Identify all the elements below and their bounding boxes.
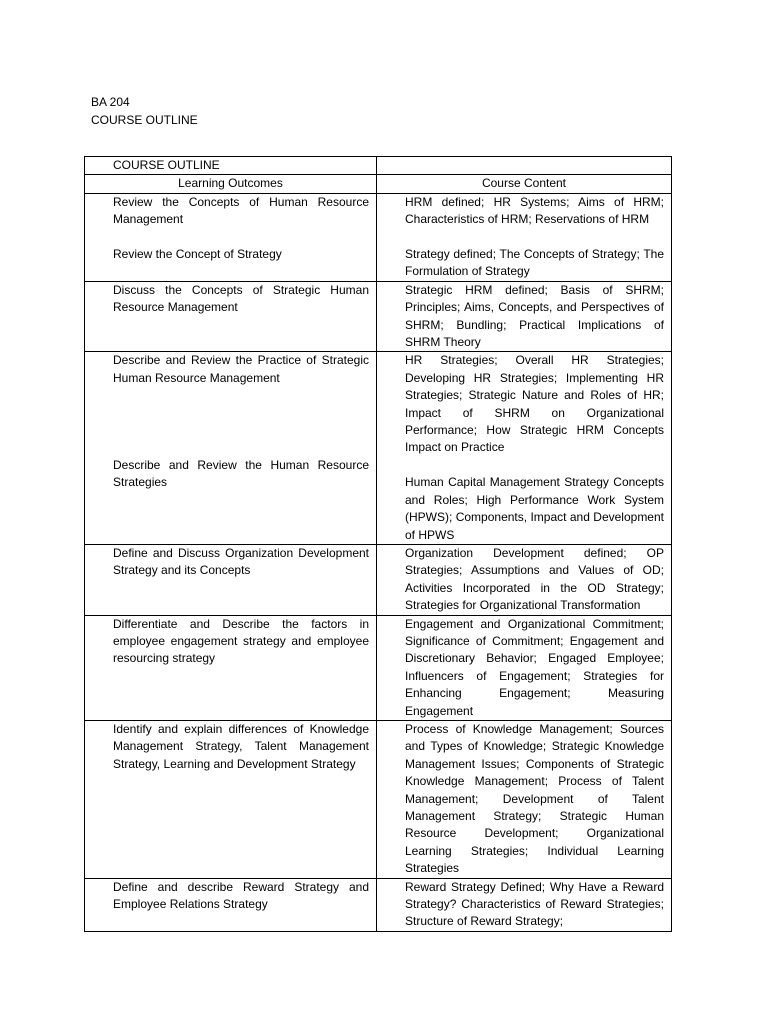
course-content-cell [377, 878, 672, 931]
table-row [85, 281, 672, 352]
course-content-cell [377, 615, 672, 720]
course-content: Strategic HRM defined; Basis of SHRM; Principles; Aims, Concepts, and Perspectives of SHRM; Bundling; Practical Implications of SHRM Theory [405, 282, 664, 350]
learning-outcome-cell [85, 193, 377, 281]
learning-outcome: Describe and Review the Human Resource Strategies [113, 457, 369, 490]
course-content-cell [377, 193, 672, 281]
course-content: Strategy defined; The Concepts of Strategy; The Formulation of Strategy [405, 247, 664, 279]
course-content-cell [377, 720, 672, 878]
table-row [85, 878, 672, 931]
learning-outcome-cell [85, 352, 377, 544]
course-content: Organization Development defined; OP Strategies; Assumptions and Values of OD; Activities Incorporated in the OD Strategy; Strategies for Organizational Transformation [405, 545, 664, 613]
table-row [85, 720, 672, 878]
course-content-cell [377, 352, 672, 544]
learning-outcome: Identify and explain differences of Knowledge Management Strategy, Talent Management Strategy, Learning and Development Strategy [113, 721, 369, 771]
table-caption-row [85, 157, 672, 175]
learning-outcome: Review the Concept of Strategy [113, 247, 282, 262]
learning-outcome-cell [85, 544, 377, 615]
course-content: Reward Strategy Defined; Why Have a Reward Strategy? Characteristics of Reward Strategies; Structure of Reward Strategy; [405, 879, 664, 929]
header-course-content: Course Content [377, 175, 672, 193]
learning-outcome: Describe and Review the Practice of Strategic Human Resource Management [113, 353, 369, 385]
course-content-cell [377, 281, 672, 352]
learning-outcome: Define and Discuss Organization Development Strategy and its Concepts [113, 545, 369, 578]
table-row [85, 544, 672, 615]
learning-outcome-cell [85, 615, 377, 720]
header-learning-outcomes: Learning Outcomes [85, 175, 377, 193]
learning-outcome: Discuss the Concepts of Strategic Human Resource Management [113, 282, 369, 315]
table-row [85, 352, 672, 544]
course-outline-table [84, 156, 672, 932]
course-content: Human Capital Management Strategy Concepts and Roles; High Performance Work System (HPWS); Components, Impact and Development of HPWS [405, 475, 664, 542]
table-header-row [85, 175, 672, 193]
learning-outcome: Differentiate and Describe the factors in employee engagement strategy and employee resourcing strategy [113, 616, 369, 666]
learning-outcome-cell [85, 720, 377, 878]
table-row [85, 193, 672, 281]
learning-outcome-cell [85, 281, 377, 352]
table-caption-empty [377, 157, 672, 175]
course-content: HR Strategies; Overall HR Strategies; Developing HR Strategies; Implementing HR Strategies; Strategic Nature and Roles of HR; Impact of SHRM on Organizational Performance; How Strategic HRM Concepts Impact on Practice [405, 353, 664, 455]
learning-outcome: Review the Concepts of Human Resource Management [113, 194, 369, 227]
course-content-cell [377, 544, 672, 615]
table-row [85, 615, 672, 720]
course-content: Process of Knowledge Management; Sources and Types of Knowledge; Strategic Knowledge Management Issues; Components of Strategic Knowledge Management; Process of Talent Management; Development of Talent Management Strategy; Strategic Human Resource Development; Organizational Learning Strategies; Individual Learning Strategies [405, 721, 664, 876]
learning-outcome: Define and describe Reward Strategy and Employee Relations Strategy [113, 879, 369, 912]
course-content: Engagement and Organizational Commitment; Significance of Commitment; Engagement and Discretionary Behavior; Engaged Employee; Influencers of Engagement; Strategies for Enhancing Engagement; Measuring Engagement [405, 616, 664, 718]
document-title: COURSE OUTLINE [91, 112, 198, 127]
course-code: BA 204 [91, 95, 130, 109]
course-content: HRM defined; HR Systems; Aims of HRM; Characteristics of HRM; Reservations of HRM [405, 194, 664, 227]
table-caption: COURSE OUTLINE [85, 157, 377, 175]
document-header [91, 94, 198, 129]
learning-outcome-cell [85, 878, 377, 931]
